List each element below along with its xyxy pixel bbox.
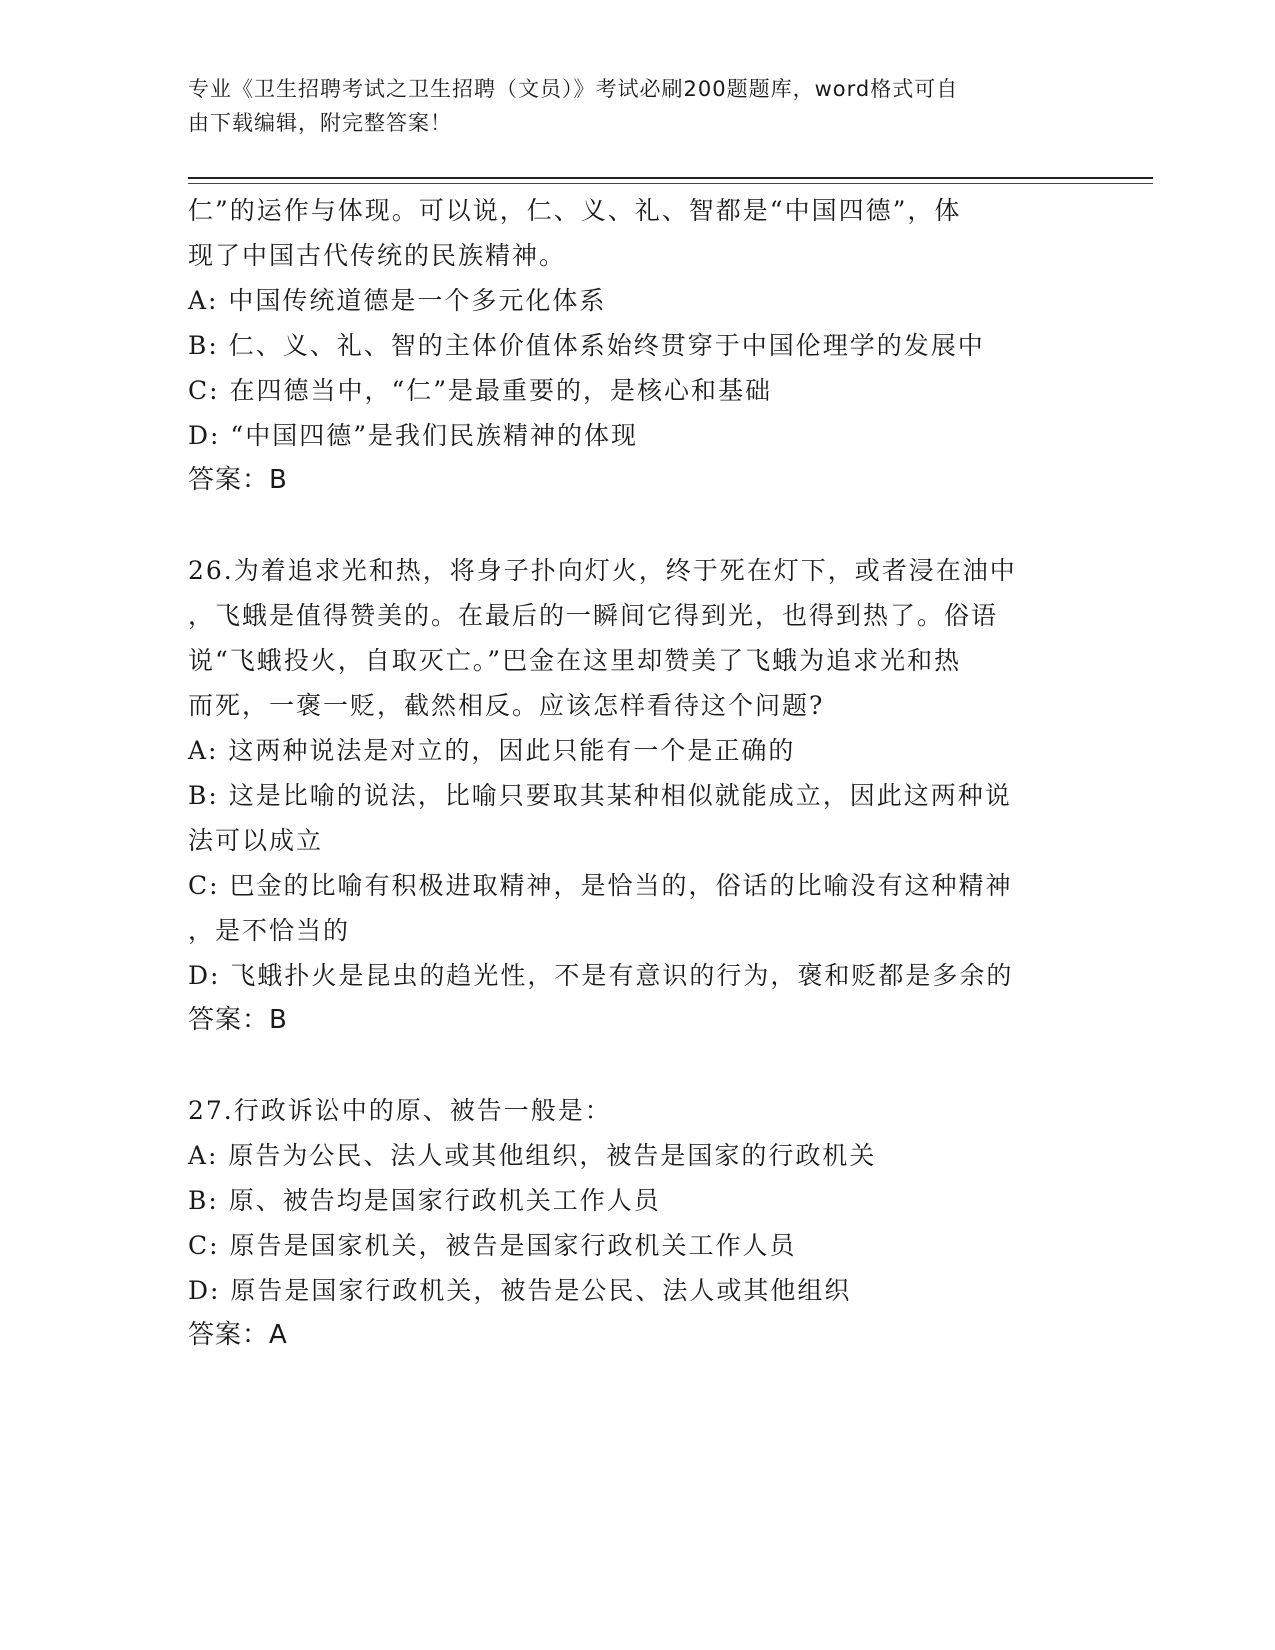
option-a: A: 中国传统道德是一个多元化体系 [188,286,607,315]
option-b: B: 原、被告均是国家行政机关工作人员 [188,1186,661,1215]
answer-line: 答案：B [188,1005,288,1035]
question-spacer [188,503,1088,548]
question-spacer [188,1043,1088,1088]
question-25 [188,188,1088,503]
question-stem-line: 现了中国古代传统的民族精神。 [188,241,567,270]
document-body [188,188,1088,1358]
header-divider-thick [188,177,1153,179]
header-divider-thin [188,183,1153,184]
question-27 [188,1088,1088,1358]
answer-line: 答案：A [188,1320,288,1350]
option-c: C: 在四德当中，“仁”是最重要的，是核心和基础 [188,376,773,405]
question-stem-line: 27.行政诉讼中的原、被告一般是： [188,1096,612,1125]
option-a: A: 这两种说法是对立的，因此只能有一个是正确的 [188,736,796,765]
question-stem-line: 26.为着追求光和热，将身子扑向灯火，终于死在灯下，或者浸在油中 [188,556,1017,585]
header-line-2: 由下载编辑，附完整答案！ [188,111,452,135]
option-b: B: 这是比喻的说法，比喻只要取其某种相似就能成立，因此这两种说 [188,781,1012,810]
option-a: A: 原告为公民、法人或其他组织，被告是国家的行政机关 [188,1141,877,1170]
question-stem-line: 而死，一褒一贬，截然相反。应该怎样看待这个问题? [188,691,825,720]
option-b: B: 仁、义、礼、智的主体价值体系始终贯穿于中国伦理学的发展中 [188,331,985,360]
header-line-1: 专业《卫生招聘考试之卫生招聘（文员）》考试必刷200题题库，word格式可自 [188,77,959,101]
option-c-continued: ，是不恰当的 [188,916,351,945]
question-stem-line: ，飞蛾是值得赞美的。在最后的一瞬间它得到光，也得到热了。俗语 [188,601,999,630]
question-26 [188,548,1088,1043]
option-d: D: “中国四德”是我们民族精神的体现 [188,421,638,450]
document-header [188,72,1068,140]
option-b-continued: 法可以成立 [188,826,324,855]
answer-line: 答案：B [188,465,288,495]
question-stem-line: 说“飞蛾投火，自取灭亡。”巴金在这里却赞美了飞蛾为追求光和热 [188,646,962,675]
option-c: C: 巴金的比喻有积极进取精神，是恰当的，俗话的比喻没有这种精神 [188,871,1013,900]
option-d: D: 飞蛾扑火是昆虫的趋光性，不是有意识的行为，褒和贬都是多余的 [188,961,1014,990]
option-d: D: 原告是国家行政机关，被告是公民、法人或其他组织 [188,1276,852,1305]
question-stem-line: 仁”的运作与体现。可以说，仁、义、礼、智都是“中国四德”，体 [188,196,962,225]
option-c: C: 原告是国家机关，被告是国家行政机关工作人员 [188,1231,797,1260]
